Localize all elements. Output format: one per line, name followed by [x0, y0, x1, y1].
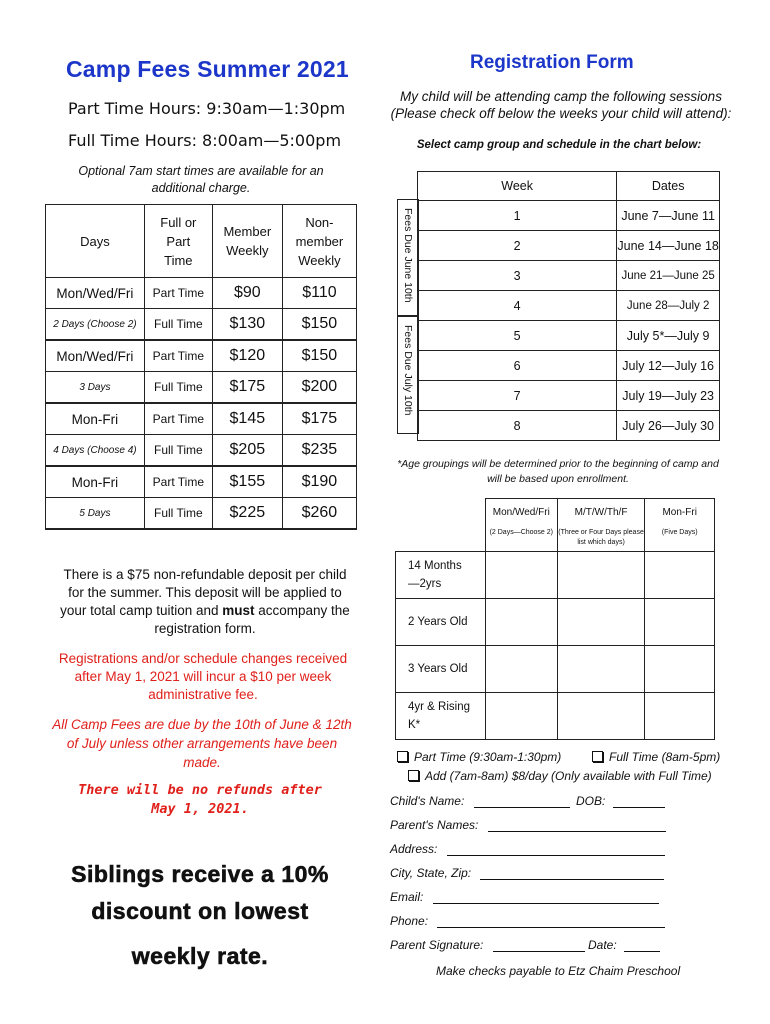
siblings-line-1: Siblings receive a 10% [71, 861, 329, 887]
week-row[interactable] [418, 321, 720, 351]
fee-member-full: $205 [212, 435, 282, 467]
fees-due-june-box [397, 199, 419, 316]
grid-cell-monfri[interactable] [645, 552, 715, 599]
fee-type-part: Part Time [144, 340, 212, 372]
grid-cell-mtwthf[interactable] [557, 646, 645, 693]
weeks-table [417, 171, 720, 441]
child-name-field[interactable]: Child's Name: [390, 794, 570, 808]
address-field[interactable]: Address: [390, 842, 665, 856]
checks-payable-note: Make checks payable to Etz Chaim Preschool [436, 964, 681, 978]
fee-member-part: $90 [212, 278, 282, 309]
weeks-header-week: Week [418, 172, 617, 201]
select-instruction: Select camp group and schedule in the chart below: [416, 139, 702, 151]
fee-member-part: $155 [212, 466, 282, 498]
grid-cell-monfri[interactable] [645, 599, 715, 646]
week-row[interactable] [418, 261, 720, 291]
fee-days: Mon/Wed/Fri [46, 340, 145, 372]
age-group-label: 3 Years Old [396, 646, 486, 693]
dob-field[interactable]: DOB: [576, 794, 665, 808]
week-row[interactable] [418, 411, 720, 441]
fee-row-part-time [46, 278, 357, 309]
fee-row-full-time [46, 372, 357, 404]
week-number: 1 [418, 201, 617, 231]
week-dates: June 21—June 25 [617, 261, 720, 291]
fee-row-part-time [46, 403, 357, 435]
schedule-change-note: Registrations and/or schedule changes received after May 1, 2021 will incur a $10 per week administrative fee. [58, 651, 348, 702]
fee-nonmember-part: $150 [282, 340, 356, 372]
week-row[interactable] [418, 201, 720, 231]
grid-cell-mwf[interactable] [485, 552, 557, 599]
city-state-zip-field[interactable]: City, State, Zip: [390, 866, 664, 880]
fee-nonmember-part: $110 [282, 278, 356, 309]
week-row[interactable] [418, 231, 720, 261]
fee-days-sub: 5 Days [46, 498, 145, 530]
fees-due-july-label: Fees Due July 10th [402, 325, 414, 416]
grid-cell-mwf[interactable] [485, 693, 557, 740]
age-group-row [396, 552, 715, 599]
grid-cell-mtwthf[interactable] [557, 552, 645, 599]
week-row[interactable] [418, 381, 720, 411]
grid-col-mwf: Mon/Wed/Fri (2 Days—Choose 2) [485, 499, 557, 552]
fee-type-full: Full Time [144, 435, 212, 467]
no-refunds-note: There will be no refunds after May 1, 2021. [78, 782, 322, 817]
week-number: 5 [418, 321, 617, 351]
week-number: 4 [418, 291, 617, 321]
siblings-line-2: discount on lowest [91, 898, 309, 924]
full-time-checkbox[interactable] [592, 751, 603, 762]
fee-days-sub: 4 Days (Choose 4) [46, 435, 145, 467]
fee-row-full-time [46, 309, 357, 341]
fee-days: Mon-Fri [46, 403, 145, 435]
fee-type-full: Full Time [144, 309, 212, 341]
week-number: 7 [418, 381, 617, 411]
grid-corner [396, 499, 486, 552]
registration-form-title: Registration Form [470, 52, 634, 73]
option-full-time[interactable]: Full Time (8am-5pm) [592, 750, 720, 764]
fee-member-part: $145 [212, 403, 282, 435]
fee-days: Mon-Fri [46, 466, 145, 498]
date-field[interactable]: Date: [588, 938, 660, 952]
fee-row-full-time [46, 435, 357, 467]
age-group-row [396, 646, 715, 693]
age-group-row [396, 599, 715, 646]
siblings-discount [40, 856, 360, 975]
email-field[interactable]: Email: [390, 890, 659, 904]
fee-nonmember-full: $200 [282, 372, 356, 404]
header-nonmember: Non-member Weekly [282, 205, 356, 278]
grid-cell-monfri[interactable] [645, 646, 715, 693]
week-number: 8 [418, 411, 617, 441]
optional-start-note: Optional 7am start times are available for an additional charge. [78, 164, 324, 195]
week-dates: June 14—June 18 [617, 231, 720, 261]
week-dates: June 28—July 2 [617, 291, 720, 321]
week-dates: July 26—July 30 [617, 411, 720, 441]
phone-field[interactable]: Phone: [390, 914, 665, 928]
grid-cell-mwf[interactable] [485, 646, 557, 693]
fee-type-part: Part Time [144, 466, 212, 498]
fee-days-sub: 3 Days [46, 372, 145, 404]
grid-cell-mtwthf[interactable] [557, 693, 645, 740]
fee-member-part: $120 [212, 340, 282, 372]
full-time-hours: Full Time Hours: 8:00am—5:00pm [68, 131, 342, 150]
deposit-note: There is a $75 non-refundable deposit per child for the summer. This deposit will be applied to your total camp tuition and must accompany the registration form. [60, 567, 350, 636]
fee-member-full: $130 [212, 309, 282, 341]
fee-nonmember-part: $190 [282, 466, 356, 498]
grid-col-monfri: Mon-Fri (Five Days) [645, 499, 715, 552]
add-early-checkbox[interactable] [408, 770, 419, 781]
fee-nonmember-full: $235 [282, 435, 356, 467]
week-dates: July 5*—July 9 [617, 321, 720, 351]
option-add-early[interactable]: Add (7am-8am) $8/day (Only available with Full Time) [408, 769, 712, 783]
weeks-header-dates: Dates [617, 172, 720, 201]
part-time-checkbox[interactable] [397, 751, 408, 762]
part-time-hours: Part Time Hours: 9:30am—1:30pm [68, 99, 346, 118]
age-group-label: 2 Years Old [396, 599, 486, 646]
camp-fees-title: Camp Fees Summer 2021 [66, 56, 349, 82]
week-dates: July 12—July 16 [617, 351, 720, 381]
grid-col-mtwthf: M/T/W/Th/F (Three or Four Days please list which days) [557, 499, 645, 552]
header-member: Member Weekly [212, 205, 282, 278]
week-row[interactable] [418, 291, 720, 321]
fees-due-note: All Camp Fees are due by the 10th of June & 12th of July unless other arrangements have been made. [52, 717, 352, 770]
fee-nonmember-part: $175 [282, 403, 356, 435]
camp-group-grid [395, 498, 715, 740]
fee-nonmember-full: $260 [282, 498, 356, 530]
header-days: Days [46, 205, 145, 278]
age-group-row [396, 693, 715, 740]
fee-table [45, 204, 357, 530]
parent-names-field[interactable]: Parent's Names: [390, 818, 666, 832]
week-number: 6 [418, 351, 617, 381]
age-group-label: 4yr & Rising K* [396, 693, 486, 740]
fee-member-full: $225 [212, 498, 282, 530]
age-grouping-note: *Age groupings will be determined prior to the beginning of camp and will be based upon enrollment. [397, 458, 719, 485]
fee-type-full: Full Time [144, 372, 212, 404]
fee-type-part: Part Time [144, 278, 212, 309]
week-number: 2 [418, 231, 617, 261]
header-full-or-part: Full or Part Time [144, 205, 212, 278]
fee-type-part: Part Time [144, 403, 212, 435]
fee-days-sub: 2 Days (Choose 2) [46, 309, 145, 341]
fee-nonmember-full: $150 [282, 309, 356, 341]
fee-row-part-time [46, 466, 357, 498]
grid-cell-monfri[interactable] [645, 693, 715, 740]
age-group-label: 14 Months—2yrs [396, 552, 486, 599]
attendance-intro: My child will be attending camp the following sessions (Please check off below the weeks your child will attend): [390, 89, 732, 121]
fees-due-july-box [397, 316, 419, 434]
grid-cell-mtwthf[interactable] [557, 599, 645, 646]
week-row[interactable] [418, 351, 720, 381]
week-number: 3 [418, 261, 617, 291]
week-dates: June 7—June 11 [617, 201, 720, 231]
option-part-time[interactable]: Part Time (9:30am-1:30pm) [397, 750, 561, 764]
parent-signature-field[interactable]: Parent Signature: [390, 938, 585, 952]
fee-days: Mon/Wed/Fri [46, 278, 145, 309]
grid-cell-mwf[interactable] [485, 599, 557, 646]
fee-table-header [46, 205, 357, 278]
fees-due-june-label: Fees Due June 10th [402, 208, 414, 303]
fee-type-full: Full Time [144, 498, 212, 530]
fee-row-full-time [46, 498, 357, 530]
fee-member-full: $175 [212, 372, 282, 404]
week-dates: July 19—July 23 [617, 381, 720, 411]
fee-row-part-time [46, 340, 357, 372]
siblings-line-3: weekly rate. [131, 943, 269, 969]
